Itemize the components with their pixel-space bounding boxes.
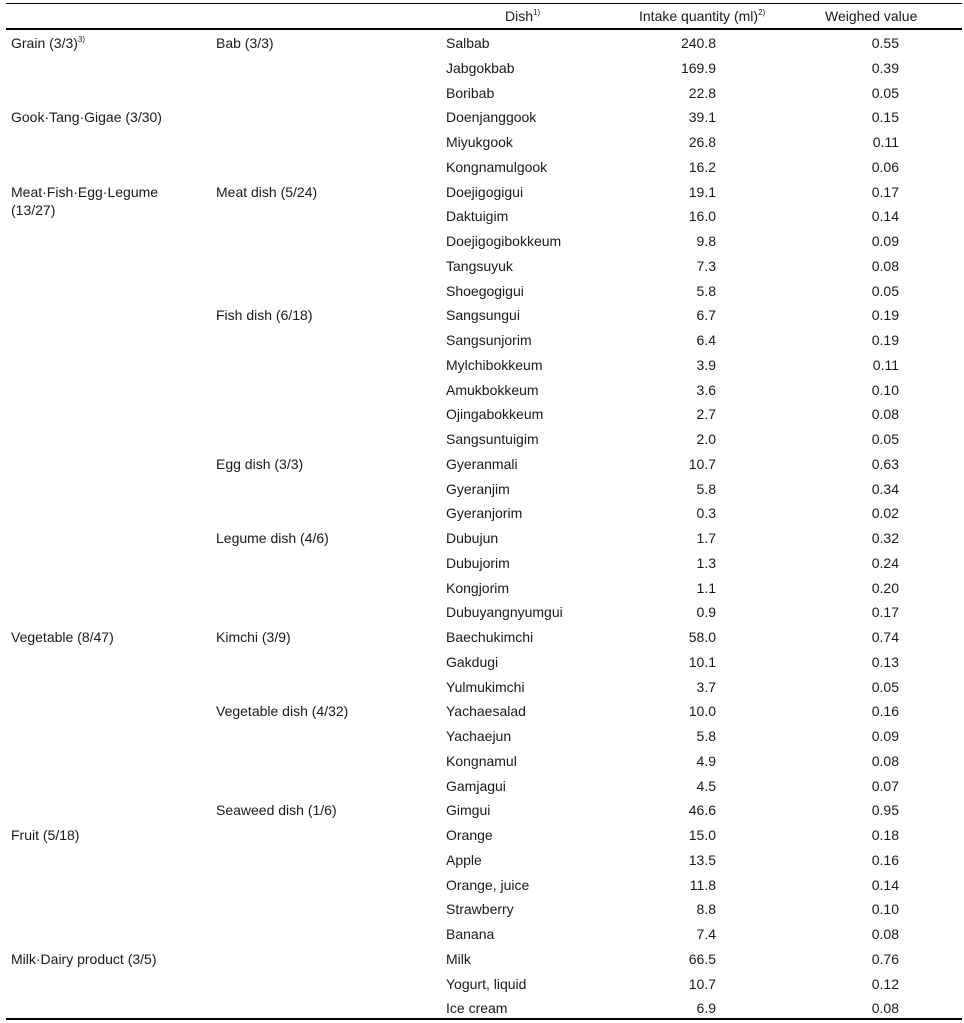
weighed-value-cell: 0.14 [871,876,899,893]
table-row [0,105,964,130]
dish-cell: Kongnamulgook [446,158,548,175]
intake-cell: 4.5 [696,777,716,794]
weighed-value-cell: 0.17 [871,183,899,200]
intake-cell: 240.8 [680,35,716,51]
intake-cell: 7.3 [696,257,716,274]
table-row [0,699,964,724]
table-row [0,56,964,81]
intake-cell: 169.9 [680,59,716,76]
category-cell: Milk·Dairy product (3/5) [11,950,157,967]
intake-cell: 7.4 [696,926,716,942]
intake-cell: 58.0 [688,629,716,645]
category-cell: Fruit (5/18) [11,827,80,843]
weighed-value-cell: 0.12 [871,975,899,992]
table-row [0,526,964,551]
weighed-value-cell: 0.05 [871,431,899,447]
table-row [0,402,964,427]
category-cell: Meat·Fish·Egg·Legume (13/27) [11,183,159,218]
dish-cell: Ice cream [446,1000,508,1017]
intake-cell: 2.0 [696,431,716,447]
weighed-value-cell: 0.20 [871,579,899,596]
dish-cell: Shoegogigui [446,282,524,299]
intake-cell: 5.8 [696,480,716,497]
weighed-value-cell: 0.74 [871,629,899,645]
dish-cell: Jabgokbab [446,59,515,76]
dish-cell: Orange [446,827,493,843]
intake-cell: 9.8 [696,233,716,249]
dish-cell: Orange, juice [446,876,530,893]
weighed-value-cell: 0.39 [871,59,899,76]
weighed-value-cell: 0.34 [871,480,899,497]
intake-cell: 1.1 [696,579,716,596]
intake-cell: 6.9 [696,1000,716,1017]
weighed-value-cell: 0.15 [871,109,899,126]
table-row [0,798,964,823]
dish-cell: Doejigogibokkeum [446,233,562,249]
subcategory-cell: Vegetable dish (4/32) [216,703,349,720]
dish-cell: Yogurt, liquid [446,975,527,992]
header-intake-quantity: Intake quantity (ml)$^{2)}$ [639,8,766,24]
table-row [0,600,964,625]
table-row [0,873,964,898]
category-cell: Vegetable (8/47) [11,629,114,645]
table-row [0,155,964,180]
weighed-value-cell: 0.17 [871,604,899,621]
dish-cell: Gyeranjim [446,480,510,497]
weighed-value-cell: 0.10 [871,901,899,918]
dish-cell: Amukbokkeum [446,381,539,398]
dish-cell: Strawberry [446,901,514,918]
intake-cell: 10.7 [688,455,716,472]
table-row [0,650,964,675]
dish-cell: Sangsungui [446,307,520,324]
dish-cell: Sangsuntuigim [446,431,539,447]
dish-cell: Baechukimchi [446,629,534,645]
dish-cell: Sangsunjorim [446,332,532,348]
weighed-value-cell: 0.63 [871,455,899,472]
category-cell: Gook·Tang·Gigae (3/30) [11,109,162,126]
table-row [0,774,964,799]
table-row [0,328,964,353]
weighed-value-cell: 0.95 [871,802,899,819]
dish-cell: Dubujorim [446,554,510,571]
dish-cell: Banana [446,926,495,942]
weighed-value-cell: 0.08 [871,926,899,942]
intake-cell: 10.7 [688,975,716,992]
intake-cell: 4.9 [696,752,716,769]
weighed-value-cell: 0.24 [871,554,899,571]
dish-cell: Mylchibokkeum [446,356,543,373]
table-row [0,848,964,873]
intake-cell: 1.7 [696,530,716,546]
weighed-value-cell: 0.76 [871,950,899,967]
weighed-value-cell: 0.05 [871,282,899,299]
table-row [0,254,964,279]
weighed-value-cell: 0.05 [871,678,899,695]
table-top-rule [6,3,962,4]
weighed-value-cell: 0.11 [872,356,899,373]
intake-cell: 22.8 [688,84,716,101]
dish-cell: Miyukgook [446,134,513,150]
intake-cell: 3.6 [696,381,716,398]
dish-cell: Doejigogigui [446,183,524,200]
table-header-rule [6,28,962,30]
dish-cell: Yachaejun [446,728,512,744]
table-row [0,551,964,576]
dish-cell: Dubujun [446,530,499,546]
intake-cell: 5.8 [696,728,716,744]
dish-cell: Gimgui [446,802,491,819]
subcategory-cell: Meat dish (5/24) [216,183,318,200]
intake-cell: 0.3 [696,505,716,522]
weighed-value-cell: 0.08 [871,406,899,423]
intake-cell: 8.8 [696,901,716,918]
subcategory-cell: Legume dish (4/6) [216,530,329,546]
weighed-value-cell: 0.55 [871,35,899,51]
dish-cell: Salbab [446,35,490,51]
intake-cell: 11.8 [689,876,716,893]
table-row [0,477,964,502]
weighed-value-cell: 0.08 [871,257,899,274]
header-dish: Dish$^{1)}$ [505,8,541,24]
dish-cell: Tangsuyuk [446,257,513,274]
intake-cell: 0.9 [696,604,716,621]
table-row [0,576,964,601]
weighed-value-cell: 0.18 [871,827,899,843]
dish-cell: Gyeranmali [446,455,518,472]
dish-cell: Doenjanggook [446,109,537,126]
intake-cell: 13.5 [688,851,716,868]
table-row [0,378,964,403]
weighed-value-cell: 0.09 [871,728,899,744]
table-row [0,922,964,947]
intake-cell: 3.7 [696,678,716,695]
intake-cell: 6.7 [696,307,716,324]
subcategory-cell: Bab (3/3) [216,35,274,51]
intake-cell: 15.0 [688,827,716,843]
table-row [0,501,964,526]
intake-cell: 26.8 [688,134,716,150]
table-row [0,353,964,378]
dish-cell: Gamjagui [446,777,506,794]
weighed-value-cell: 0.11 [872,134,899,150]
table-row [0,31,964,56]
dish-cell: Yachaesalad [446,703,526,720]
weighed-value-cell: 0.08 [871,1000,899,1017]
dish-cell: Dubuyangnyumgui [446,604,563,621]
weighed-value-cell: 0.06 [871,158,899,175]
weighed-value-cell: 0.07 [871,777,899,794]
dish-cell: Gyeranjorim [446,505,523,522]
subcategory-cell: Kimchi (3/9) [216,629,291,645]
intake-cell: 19.1 [688,183,716,200]
weighed-value-cell: 0.05 [871,84,899,101]
intake-cell: 3.9 [696,356,716,373]
table-row [0,749,964,774]
table-body [0,31,964,1021]
table-row [0,823,964,848]
table-row [0,130,964,155]
table-row [0,452,964,477]
weighed-value-cell: 0.10 [871,381,899,398]
dish-cell: Ojingabokkeum [446,406,544,423]
table-bottom-rule [6,1018,962,1020]
header-weighed-value: Weighed value [825,8,918,24]
weighed-value-cell: 0.13 [871,653,899,670]
table-row [0,427,964,452]
dish-cell: Gakdugi [446,653,499,670]
intake-cell: 10.1 [688,653,716,670]
weighed-value-cell: 0.19 [871,307,899,324]
table-row [0,279,964,304]
dish-cell: Milk [446,950,471,967]
table-row [0,303,964,328]
category-cell: Grain $(3/3)^{3)}$ [11,35,86,51]
weighed-value-cell: 0.08 [871,752,899,769]
dish-cell: Kongjorim [446,579,510,596]
subcategory-cell: Egg dish (3/3) [216,455,304,472]
intake-cell: 1.3 [696,554,716,571]
table-row [0,229,964,254]
dish-cell: Boribab [446,84,495,101]
intake-cell: 16.0 [688,208,716,225]
subcategory-cell: Fish dish (6/18) [216,307,313,324]
intake-cell: 5.8 [696,282,716,299]
dish-cell: Apple [446,851,482,868]
intake-cell: 10.0 [688,703,716,720]
intake-cell: 46.6 [688,802,716,819]
weighed-value-cell: 0.16 [871,851,899,868]
table-row [0,81,964,106]
intake-cell: 66.5 [688,950,716,967]
weighed-value-cell: 0.16 [871,703,899,720]
table-row [0,625,964,650]
weighed-value-cell: 0.09 [871,233,899,249]
intake-cell: 2.7 [696,406,716,423]
table-row [0,675,964,700]
weighed-value-cell: 0.02 [871,505,899,522]
weighed-value-cell: 0.32 [871,530,899,546]
intake-cell: 16.2 [688,158,716,175]
table-row [0,204,964,229]
dish-cell: Kongnamul [446,752,517,769]
weighed-value-cell: 0.14 [871,208,899,225]
subcategory-cell: Seaweed dish (1/6) [216,802,337,819]
intake-cell: 39.1 [688,109,716,126]
table-row [0,972,964,997]
table-row [0,724,964,749]
table-row [0,947,964,972]
dish-cell: Yulmukimchi [446,678,525,695]
dish-cell: Daktuigim [446,208,509,225]
intake-cell: 6.4 [696,332,716,348]
table-row [0,897,964,922]
weighed-value-cell: 0.19 [871,332,899,348]
